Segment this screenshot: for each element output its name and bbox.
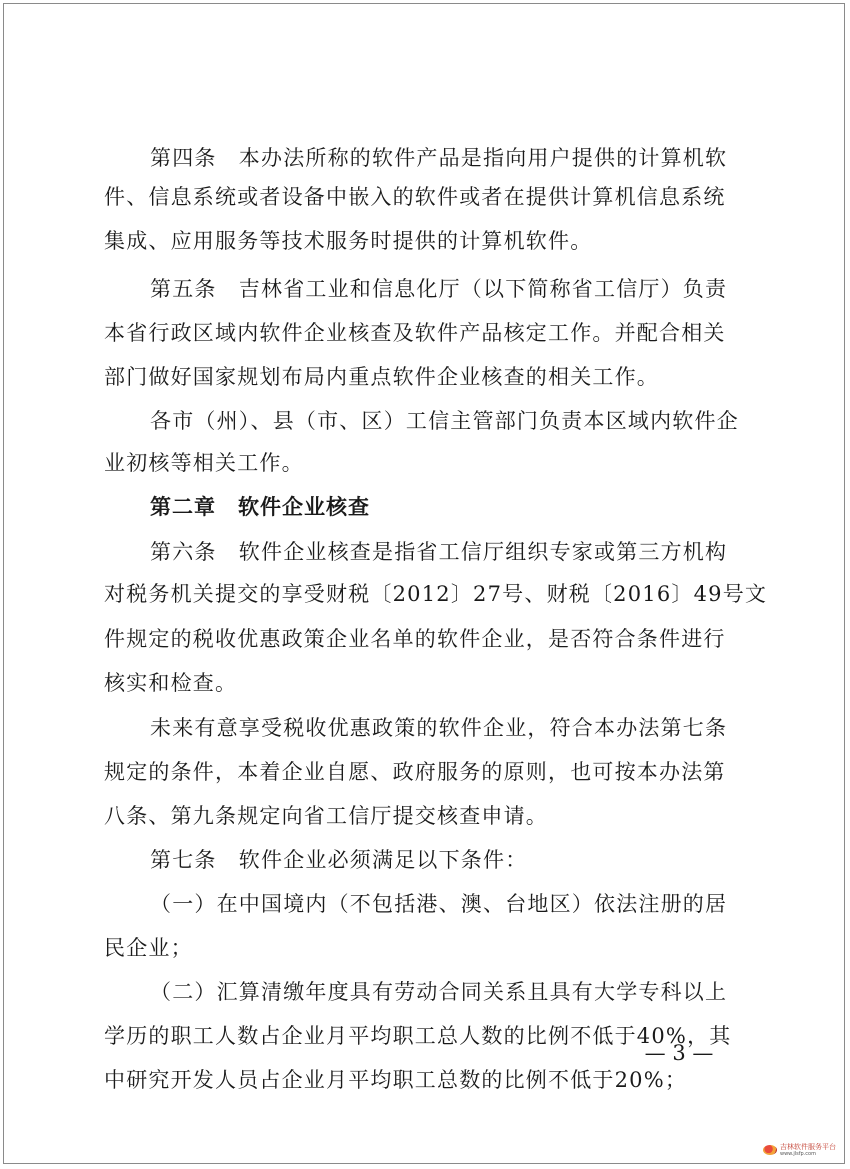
- watermark-url: www.jlsfp.com: [780, 1151, 816, 1157]
- page-number: — 3 —: [644, 1041, 714, 1065]
- paragraph-line: 第六条 软件企业核查是指省工信厅组织专家或第三方机构: [150, 540, 728, 564]
- paragraph-line: 学历的职工人数占企业月平均职工总人数的比例不低于40%，其: [104, 1024, 732, 1048]
- paragraph-line: 部门做好国家规划布局内重点软件企业核查的相关工作。: [104, 365, 659, 389]
- paragraph-line: （二）汇算清缴年度具有劳动合同关系且具有大学专科以上: [150, 980, 728, 1004]
- document-page: [3, 3, 845, 1164]
- watermark-name: 吉林软件服务平台: [780, 1143, 836, 1151]
- paragraph-line: 本省行政区域内软件企业核查及软件产品核定工作。并配合相关: [104, 321, 726, 345]
- paragraph-line: 第五条 吉林省工业和信息化厅（以下简称省工信厅）负责: [150, 277, 728, 301]
- site-watermark: [763, 1143, 836, 1157]
- paragraph-line: 中研究开发人员占企业月平均职工总数的比例不低于20%；: [104, 1068, 688, 1092]
- paragraph-line: 集成、应用服务等技术服务时提供的计算机软件。: [104, 229, 593, 253]
- paragraph-line: 业初核等相关工作。: [104, 451, 304, 475]
- paragraph-line: 件、信息系统或者设备中嵌入的软件或者在提供计算机信息系统: [104, 185, 726, 209]
- paragraph-line: 件规定的税收优惠政策企业名单的软件企业，是否符合条件进行: [104, 627, 726, 651]
- paragraph-line: 第七条 软件企业必须满足以下条件：: [150, 848, 528, 872]
- paragraph-line: 第四条 本办法所称的软件产品是指向用户提供的计算机软: [150, 146, 728, 170]
- paragraph-line: （一）在中国境内（不包括港、澳、台地区）依法注册的居: [150, 892, 728, 916]
- paragraph-line: 规定的条件，本着企业自愿、政府服务的原则，也可按本办法第: [104, 760, 726, 784]
- paragraph-line: 核实和检查。: [104, 671, 238, 695]
- platform-logo-icon: [763, 1145, 777, 1155]
- paragraph-line: 未来有意享受税收优惠政策的软件企业，符合本办法第七条: [150, 716, 728, 740]
- paragraph-line: 八条、第九条规定向省工信厅提交核查申请。: [104, 804, 548, 828]
- chapter-heading: 第二章 软件企业核查: [150, 495, 370, 519]
- paragraph-line: 民企业；: [104, 936, 193, 960]
- paragraph-line: 各市（州）、县（市、区）工信主管部门负责本区域内软件企: [150, 409, 739, 433]
- paragraph-line: 对税务机关提交的享受财税〔2012〕27号、财税〔2016〕49号文: [104, 582, 768, 606]
